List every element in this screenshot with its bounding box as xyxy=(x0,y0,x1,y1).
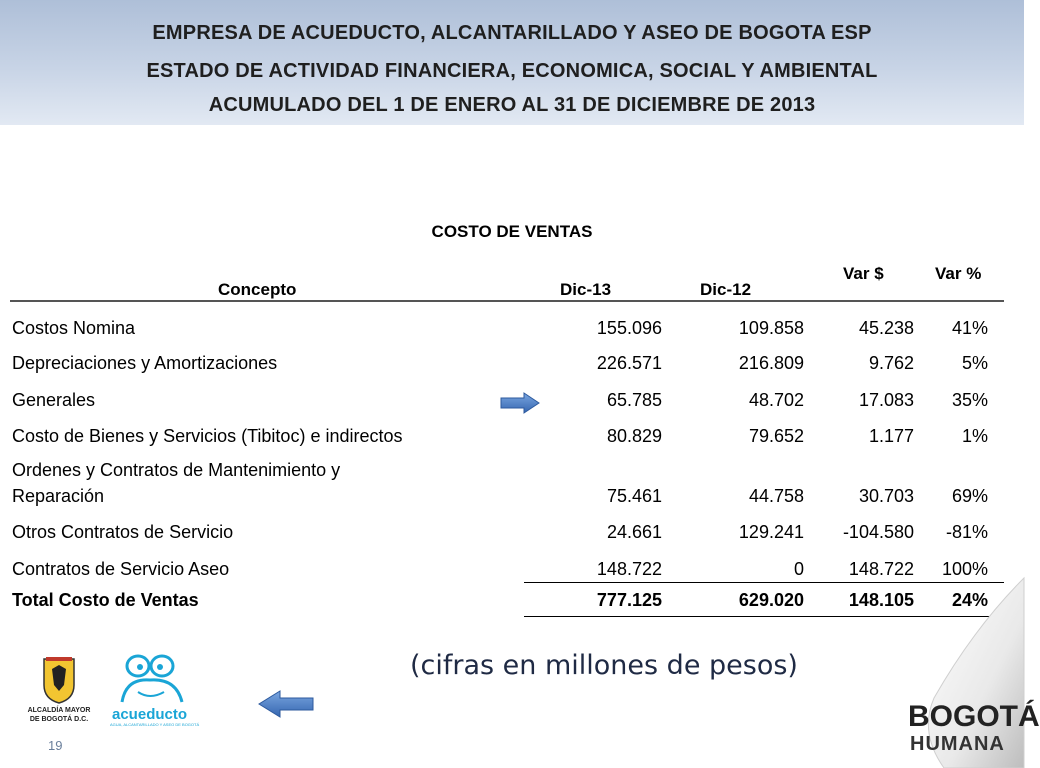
row-concepto: Generales xyxy=(12,390,96,410)
acueducto-logo-text: acueducto xyxy=(112,706,188,723)
total-var-abs: 148.105 xyxy=(848,590,914,610)
humana-logo-word: HUMANA xyxy=(910,733,1005,755)
row-var-abs: -104.580 xyxy=(842,522,914,542)
arrow-left-icon[interactable] xyxy=(258,690,314,718)
row-concepto: Otros Contratos de Servicio xyxy=(12,522,234,542)
acueducto-logo-tagline: AGUA, ALCANTARILLADO Y ASEO DE BOGOTÁ xyxy=(110,722,200,727)
row-dic13: 75.461 xyxy=(606,486,662,506)
row-dic13: 226.571 xyxy=(596,353,662,373)
row-dic12: 129.241 xyxy=(738,522,804,542)
row-dic13: 80.829 xyxy=(606,426,662,446)
row-concepto: Costos Nomina xyxy=(12,318,136,338)
row-var-pct: 1% xyxy=(961,426,988,446)
row-var-abs: 148.722 xyxy=(848,559,914,579)
row-concepto: Costo de Bienes y Servicios (Tibitoc) e indirectos xyxy=(12,426,403,446)
frog-icon xyxy=(108,652,194,708)
row-dic12: 44.758 xyxy=(748,486,804,506)
alcaldia-logo-line1: ALCALDÍA MAYOR xyxy=(27,707,91,714)
col-header-concepto: Concepto xyxy=(218,280,297,299)
total-dic12: 629.020 xyxy=(738,590,804,610)
alcaldia-logo-line2: DE BOGOTÁ D.C. xyxy=(29,716,89,723)
header-banner xyxy=(0,0,1024,125)
row-var-abs: 1.177 xyxy=(868,426,914,446)
row-dic12: 79.652 xyxy=(748,426,804,446)
row-var-abs: 45.238 xyxy=(858,318,914,338)
row-var-pct: -81% xyxy=(945,522,988,542)
company-title: EMPRESA DE ACUEDUCTO, ALCANTARILLADO Y ASEO DE BOGOTA ESP xyxy=(152,22,872,44)
row-concepto-continued: Reparación xyxy=(12,486,105,506)
total-dic13: 777.125 xyxy=(596,590,662,610)
row-var-abs: 17.083 xyxy=(858,390,914,410)
col-header-var-abs: Var $ xyxy=(843,264,884,283)
coat-of-arms-icon xyxy=(18,655,100,705)
total-label: Total Costo de Ventas xyxy=(12,590,199,610)
header-divider xyxy=(10,300,1004,302)
page-number: 19 xyxy=(48,738,63,753)
row-dic13: 155.096 xyxy=(596,318,662,338)
row-var-abs: 9.762 xyxy=(868,353,914,373)
row-dic12: 109.858 xyxy=(738,318,804,338)
total-var-pct: 24% xyxy=(951,590,988,610)
row-dic12: 216.809 xyxy=(738,353,804,373)
section-title: COSTO DE VENTAS xyxy=(431,222,593,241)
acueducto-logo xyxy=(108,652,200,732)
col-header-dic13: Dic-13 xyxy=(560,280,612,299)
row-var-pct: 100% xyxy=(941,559,988,579)
col-header-var-pct: Var % xyxy=(935,264,982,283)
col-header-dic12: Dic-12 xyxy=(700,280,752,299)
row-concepto: Depreciaciones y Amortizaciones xyxy=(12,353,278,373)
row-dic12: 48.702 xyxy=(748,390,804,410)
row-var-pct: 41% xyxy=(951,318,988,338)
arrow-right-icon[interactable] xyxy=(500,392,540,414)
units-note: (cifras en millones de pesos) xyxy=(410,650,798,681)
row-var-pct: 69% xyxy=(951,486,988,506)
row-var-pct: 5% xyxy=(961,353,988,373)
report-title: ESTADO DE ACTIVIDAD FINANCIERA, ECONOMICA, SOCIAL Y AMBIENTAL xyxy=(146,60,878,82)
bogota-logo-word: BOGOTÁ xyxy=(908,700,1040,733)
row-var-abs: 30.703 xyxy=(858,486,914,506)
bogota-humana-logo xyxy=(908,700,1040,760)
row-concepto: Ordenes y Contratos de Mantenimiento y xyxy=(12,460,341,480)
alcaldia-logo xyxy=(18,655,100,730)
row-dic12: 0 xyxy=(793,559,804,579)
row-dic13: 65.785 xyxy=(606,390,662,410)
row-dic13: 148.722 xyxy=(596,559,662,579)
report-period: ACUMULADO DEL 1 DE ENERO AL 31 DE DICIEMBRE DE 2013 xyxy=(208,94,816,116)
row-var-pct: 35% xyxy=(951,390,988,410)
row-dic13: 24.661 xyxy=(606,522,662,542)
row-concepto: Contratos de Servicio Aseo xyxy=(12,559,230,579)
